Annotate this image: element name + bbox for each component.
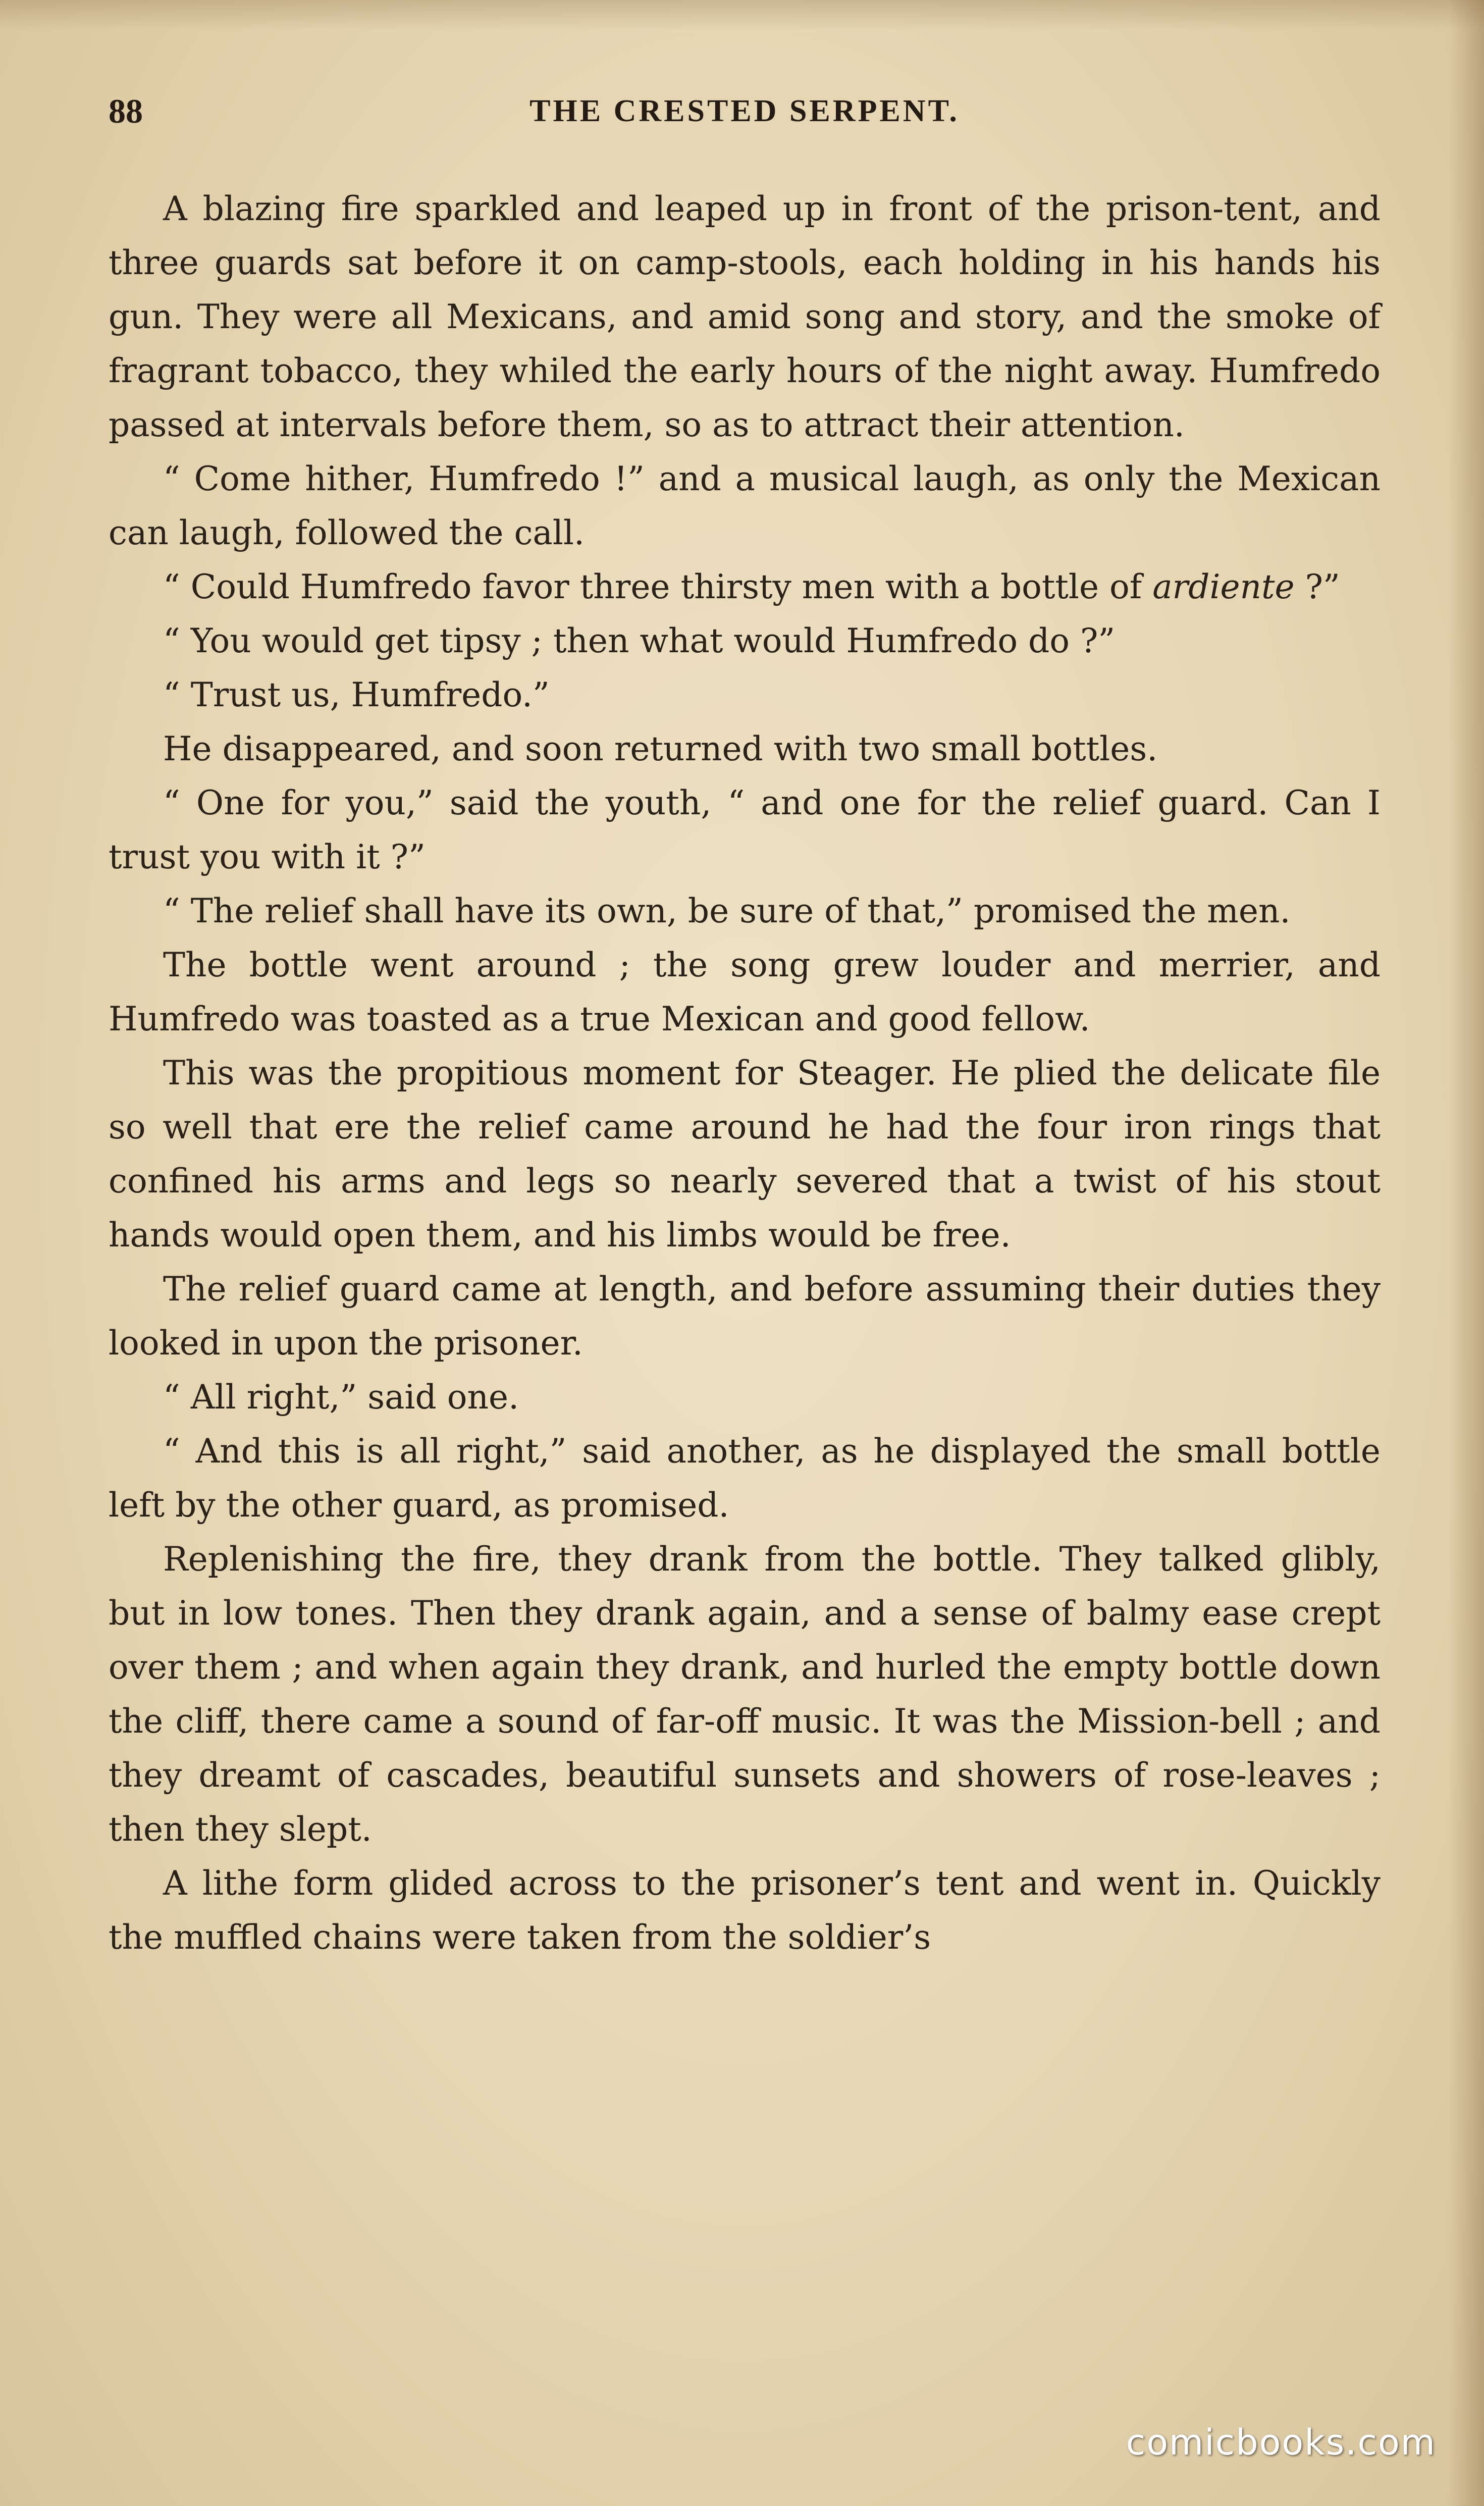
italic-suffix: ?”: [1294, 567, 1340, 606]
page-number: 88: [109, 92, 143, 130]
paragraph: The bottle went around ; the song grew louder and merrier, and Humfredo was toasted as a true Mexican and good fellow.: [109, 946, 1381, 1038]
paragraph: A lithe form glided across to the prisoner’s tent and went in. Quickly the muffled chains were taken from the soldier’s: [109, 1864, 1381, 1957]
italic-word: ardiente: [1152, 567, 1295, 606]
paragraph: “ You would get tipsy ; then what would Humfredo do ?”: [163, 621, 1116, 660]
paragraph: “ And this is all right,” said another, as he displayed the small bottle left by the other guard, as promised.: [109, 1432, 1381, 1525]
paragraph: “ Come hither, Humfredo !” and a musical laugh, as only the Mexican can laugh, followed the call.: [109, 459, 1381, 552]
paragraph: He disappeared, and soon returned with two small bottles.: [163, 729, 1158, 768]
body-text: [109, 182, 1381, 1964]
paragraph: “ The relief shall have its own, be sure of that,” promised the men.: [163, 892, 1291, 930]
paragraph: “ Trust us, Humfredo.”: [163, 675, 550, 714]
paragraph: “ All right,” said one.: [163, 1378, 519, 1417]
paragraph-text: “ Could Humfredo favor three thirsty men with a bottle of: [163, 567, 1142, 606]
page-header: [109, 83, 1381, 139]
paragraph: Replenishing the fire, they drank from the bottle. They talked glibly, but in low tones. Then they drank again, and a sense of balmy ease crept over them ; and when again they drank, and hurled the empty bottle down the cliff, there came a sound of far-off music. It was the Mission-bell ; and they dreamt of cascades, beautiful sunsets and showers of rose-leaves ; then they slept.: [109, 1540, 1381, 1849]
watermark: comicbooks.com: [1126, 2422, 1436, 2463]
paragraph: “ One for you,” said the youth, “ and one for the relief guard. Can I trust you with it ?”: [109, 784, 1381, 876]
paragraph: A blazing fire sparkled and leaped up in front of the prison-tent, and three guards sat before it on camp-stools, each holding in his hands his gun. They were all Mexicans, and amid song and story, and the smoke of fragrant tobacco, they whiled the early hours of the night away. Humfredo passed at intervals before them, so as to attract their attention.: [109, 189, 1381, 444]
page-shadow-right: [1449, 0, 1484, 2506]
paragraph: This was the propitious moment for Steager. He plied the delicate file so well that ere the relief came around he had the four iron rings that confined his arms and legs so nearly severed that a twist of his stout hands would open them, and his limbs would be free.: [109, 1054, 1381, 1255]
paragraph: The relief guard came at length, and before assuming their duties they looked in upon the prisoner.: [109, 1270, 1381, 1363]
page-shadow-top: [0, 0, 1484, 30]
paragraph: [109, 560, 1381, 614]
running-head: THE CRESTED SERPENT.: [529, 94, 960, 128]
